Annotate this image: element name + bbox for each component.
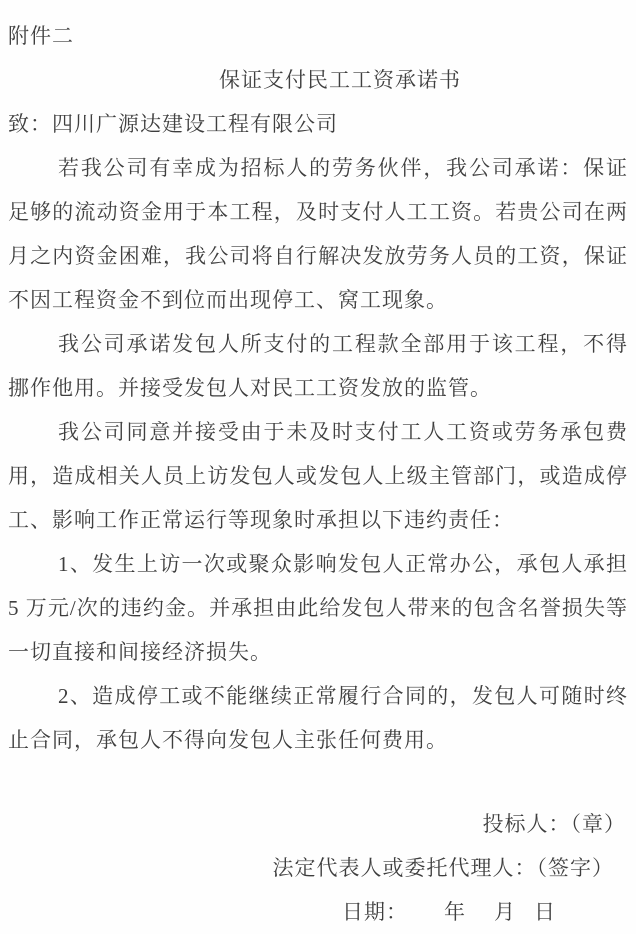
date-year-label: 年 (444, 900, 466, 924)
para-liability-intro: 我公司同意并接受由于未及时支付工人工资或劳务承包费用，造成相关人员上访发包人或发包人上级主管部门，或造成停工、影响工作正常运行等现象时承担以下违约责任： (8, 420, 628, 532)
para-fund-usage-commitment: 我公司承诺发包人所支付的工程款全部用于该工程，不得挪作他用。并接受发包人对民工工资发放的监管。 (8, 332, 628, 400)
date-day-label: 日 (534, 900, 556, 924)
date-month-label: 月 (494, 900, 516, 924)
para-funding-commitment: 若我公司有幸成为招标人的劳务伙伴，我公司承诺：保证足够的流动资金用于本工程，及时支付人工工资。若贵公司在两月之内资金困难，我公司将自行解决发放劳务人员的工资，保证不因工程资金不到位而出现停工、窝工现象。 (8, 156, 628, 312)
date-line (8, 890, 628, 934)
clause-1-penalty: 1、发生上访一次或聚众影响发包人正常办公，承包人承担 5 万元/次的违约金。并承担由此给发包人带来的包含名誉损失等一切直接和间接经济损失。 (8, 552, 628, 664)
representative-signature-line: 法定代表人或委托代理人：（签字） (272, 856, 614, 880)
date-label: 日期： (342, 900, 408, 924)
bidder-seal-line: 投标人：（章） (482, 812, 626, 836)
attachment-label: 附件二 (8, 24, 74, 48)
clause-2-termination: 2、造成停工或不能继续正常履行合同的，发包人可随时终止合同，承包人不得向发包人主张任何费用。 (8, 684, 628, 752)
document-title: 保证支付民工工资承诺书 (219, 68, 461, 92)
recipient-line: 致：四川广源达建设工程有限公司 (8, 112, 338, 136)
signature-block (8, 802, 628, 934)
